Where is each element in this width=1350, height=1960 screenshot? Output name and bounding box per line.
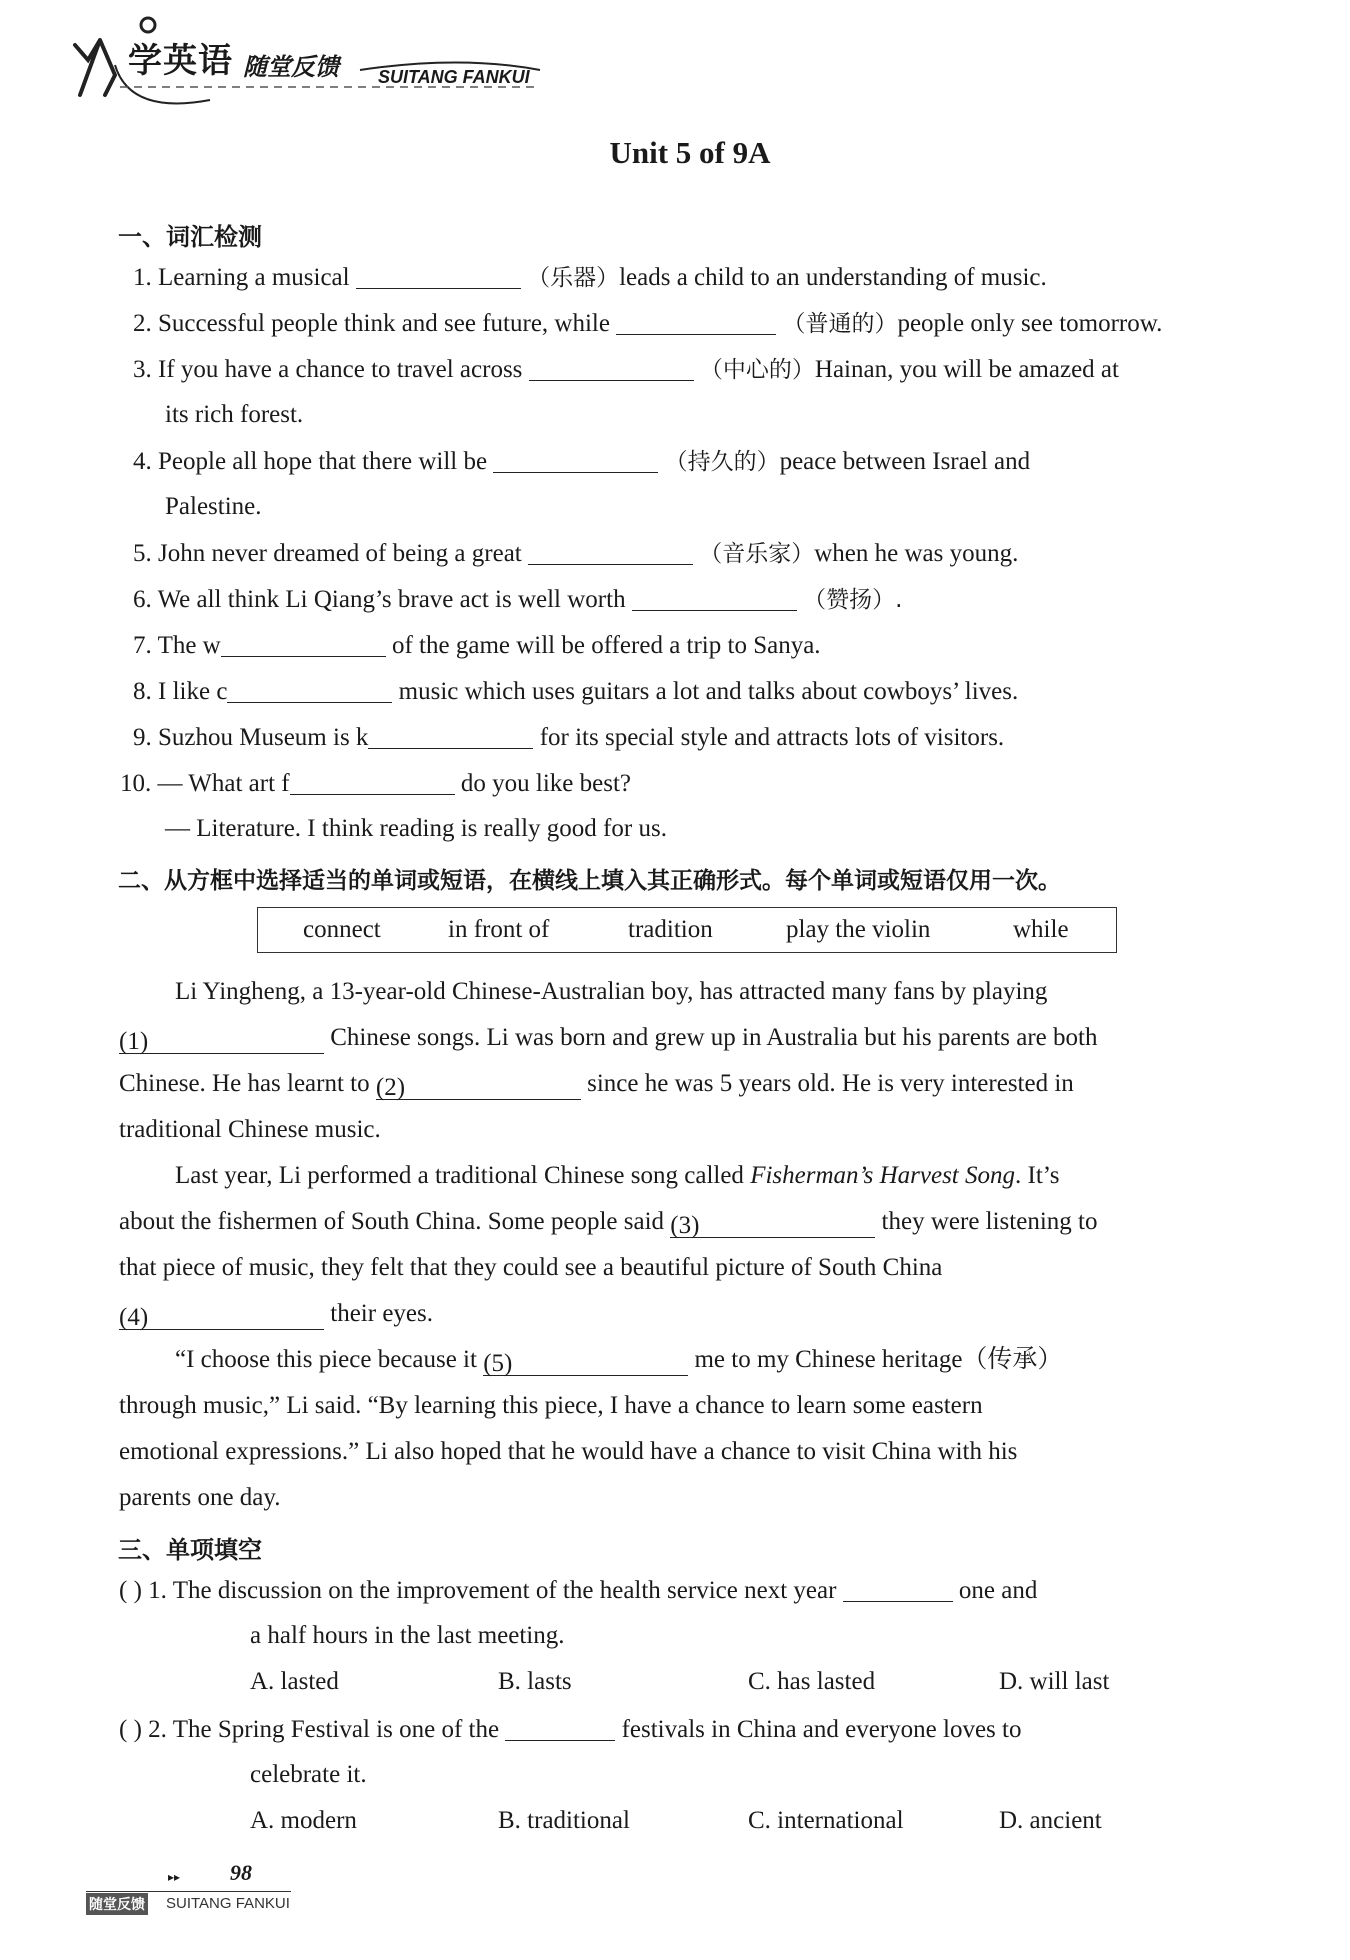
answer-blank-1[interactable]: (1): [119, 1027, 324, 1054]
word-box: [257, 907, 1117, 953]
word-option: connect: [303, 916, 381, 943]
passage-line: “I choose this piece because it (5) me to my Chinese heritage（传承）: [175, 1346, 1063, 1377]
answer-blank[interactable]: [368, 722, 533, 749]
page-number: 98: [230, 1860, 252, 1885]
mc-question-1-cont: a half hours in the last meeting.: [250, 1622, 565, 1649]
mc-question-1: ( ) 1. The discussion on the improvement of the health service next year one and: [119, 1577, 1038, 1604]
header-banner: [60, 15, 560, 110]
word-option: tradition: [628, 916, 713, 943]
answer-blank[interactable]: [843, 1575, 953, 1602]
mc-question-2: ( ) 2. The Spring Festival is one of the festivals in China and everyone loves to: [119, 1716, 1022, 1743]
option-d[interactable]: D. will last: [999, 1668, 1110, 1695]
vocab-item-3: 3. If you have a chance to travel across （中心的）Hainan, you will be amazed at: [133, 356, 1119, 383]
footer-label-cn: 随堂反馈: [86, 1893, 148, 1915]
answer-blank-3[interactable]: (3): [670, 1211, 875, 1238]
banner-title-cn: 学英语: [128, 41, 233, 81]
word-option: while: [1013, 916, 1069, 943]
word-option: play the violin: [786, 916, 931, 943]
answer-blank[interactable]: [290, 768, 455, 795]
vocab-item-1: 1. Learning a musical （乐器）leads a child to an understanding of music.: [133, 264, 1047, 291]
vocab-item-7: 7. The w of the game will be offered a trip to Sanya.: [133, 632, 821, 659]
vocab-item-10-reply: — Literature. I think reading is really good for us.: [165, 815, 667, 842]
answer-paren[interactable]: ( ): [119, 1716, 142, 1743]
vocab-item-2: 2. Successful people think and see future, while （普通的）people only see tomorrow.: [133, 310, 1163, 337]
page-title: Unit 5 of 9A: [609, 135, 771, 170]
answer-blank[interactable]: [227, 676, 392, 703]
passage-line: Last year, Li performed a traditional Chinese song called Fisherman’s Harvest Song. It’s: [175, 1162, 1060, 1189]
vocab-item-8: 8. I like c music which uses guitars a lot and talks about cowboys’ lives.: [133, 678, 1019, 705]
vocab-item-5: 5. John never dreamed of being a great （音乐家）when he was young.: [133, 540, 1019, 567]
word-option: in front of: [448, 916, 550, 943]
option-a[interactable]: A. lasted: [250, 1668, 339, 1695]
passage-line: (4) their eyes.: [119, 1300, 433, 1331]
vocab-item-6: 6. We all think Li Qiang’s brave act is well worth （赞扬）.: [133, 586, 903, 613]
footer-divider: [86, 1891, 291, 1892]
footer-label-en: SUITANG FANKUI: [166, 1895, 290, 1912]
answer-blank-4[interactable]: (4): [119, 1303, 324, 1330]
section3-heading: 三、单项填空: [118, 1536, 262, 1564]
passage-line: (1) Chinese songs. Li was born and grew up in Australia but his parents are both: [119, 1024, 1098, 1055]
vocab-item-9: 9. Suzhou Museum is k for its special style and attracts lots of visitors.: [133, 724, 1005, 751]
section2-heading: 二、从方框中选择适当的单词或短语，在横线上填入其正确形式。每个单词或短语仅用一次。: [118, 868, 1061, 894]
vocab-item-3-cont: its rich forest.: [165, 401, 304, 428]
passage-line: Chinese. He has learnt to (2) since he was 5 years old. He is very interested in: [119, 1070, 1074, 1101]
passage-line: Li Yingheng, a 13-year-old Chinese-Australian boy, has attracted many fans by playing: [175, 978, 1048, 1005]
arrow-icon: ▸▸: [168, 1870, 181, 1884]
option-d[interactable]: D. ancient: [999, 1807, 1102, 1834]
passage-line: through music,” Li said. “By learning this piece, I have a chance to learn some eastern: [119, 1392, 983, 1419]
answer-blank[interactable]: [493, 446, 658, 473]
answer-blank[interactable]: [356, 262, 521, 289]
passage-line: that piece of music, they felt that they could see a beautiful picture of South China: [119, 1254, 943, 1281]
answer-paren[interactable]: ( ): [119, 1577, 142, 1604]
passage-line: about the fishermen of South China. Some people said (3) they were listening to: [119, 1208, 1098, 1239]
vocab-item-10: 10. — What art f do you like best?: [120, 770, 631, 797]
option-c[interactable]: C. international: [748, 1807, 904, 1834]
answer-blank[interactable]: [616, 308, 776, 335]
mc-question-2-cont: celebrate it.: [250, 1761, 367, 1788]
option-b[interactable]: B. lasts: [498, 1668, 572, 1695]
option-a[interactable]: A. modern: [250, 1807, 357, 1834]
section1-heading: 一、词汇检测: [118, 223, 262, 251]
banner-subtitle-en: SUITANG FANKUI: [378, 67, 530, 87]
answer-blank-5[interactable]: (5): [483, 1349, 688, 1376]
option-b[interactable]: B. traditional: [498, 1807, 630, 1834]
banner-subtitle-cn: 随堂反馈: [243, 53, 339, 81]
passage-line: parents one day.: [119, 1484, 281, 1511]
option-c[interactable]: C. has lasted: [748, 1668, 876, 1695]
passage-line: traditional Chinese music.: [119, 1116, 381, 1143]
answer-blank-2[interactable]: (2): [376, 1073, 581, 1100]
song-title: Fisherman’s Harvest Song: [750, 1162, 1015, 1189]
vocab-item-4-cont: Palestine.: [165, 493, 262, 520]
answer-blank[interactable]: [505, 1714, 615, 1741]
vocab-item-4: 4. People all hope that there will be （持久的）peace between Israel and: [133, 448, 1031, 475]
answer-blank[interactable]: [632, 584, 797, 611]
answer-blank[interactable]: [528, 538, 693, 565]
answer-blank[interactable]: [221, 630, 386, 657]
passage-line: emotional expressions.” Li also hoped that he would have a chance to visit China with his: [119, 1438, 1018, 1465]
answer-blank[interactable]: [529, 354, 694, 381]
